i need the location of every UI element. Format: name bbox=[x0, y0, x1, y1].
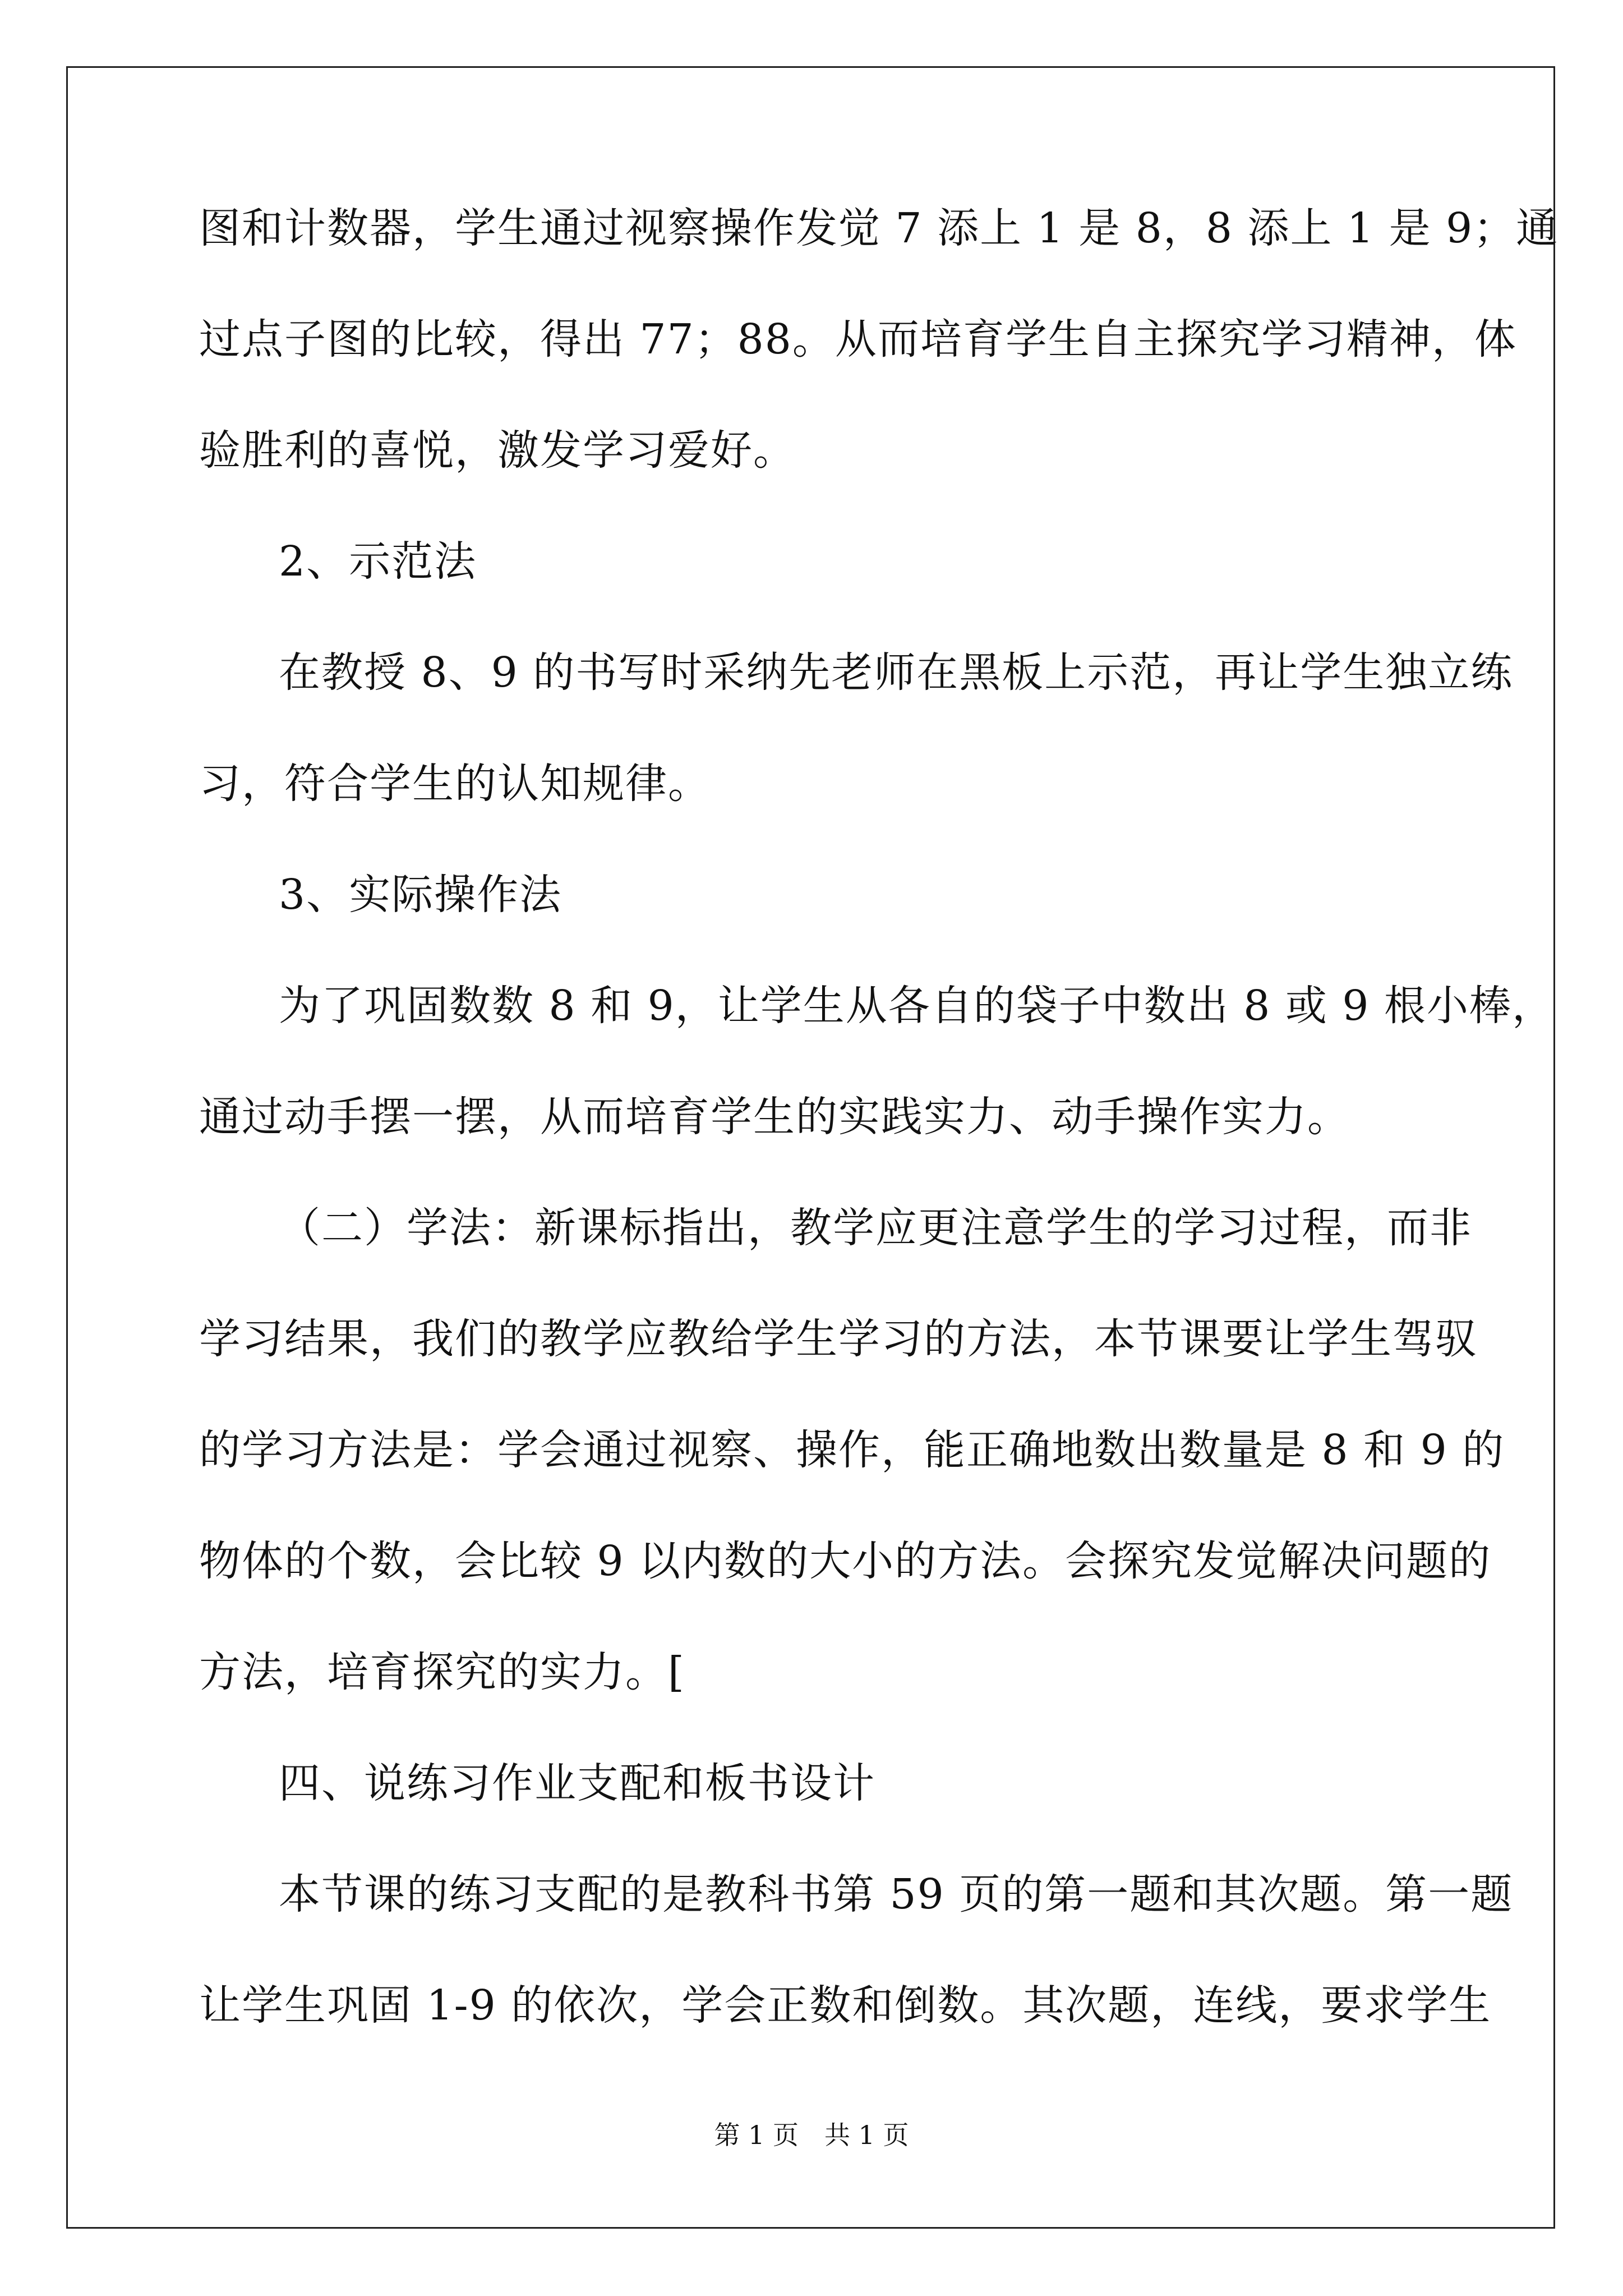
text-line: 过点子图的比较，得出 77；88。从而培育学生自主探究学习精神，体 bbox=[199, 315, 1517, 364]
text-line: 在教授 8、9 的书写时采纳先老师在黑板上示范，再让学生独立练 bbox=[279, 648, 1514, 697]
section-heading: 2、示范法 bbox=[279, 537, 477, 586]
section-heading: 3、实际操作法 bbox=[279, 871, 562, 919]
section-heading: 四、说练习作业支配和板书设计 bbox=[279, 1759, 875, 1807]
text-line: 让学生巩固 1-9 的依次，学会正数和倒数。其次题，连线，要求学生 bbox=[199, 1981, 1492, 2030]
text-line: 的学习方法是：学会通过视察、操作，能正确地数出数量是 8 和 9 的 bbox=[199, 1426, 1505, 1474]
text-line: 本节课的练习支配的是教科书第 59 页的第一题和其次题。第一题 bbox=[279, 1870, 1514, 1918]
text-line: 习，符合学生的认知规律。 bbox=[199, 760, 711, 808]
text-line: 物体的个数，会比较 9 以内数的大小的方法。会探究发觉解决问题的 bbox=[199, 1537, 1492, 1585]
text-line: 学习结果，我们的教学应教给学生学习的方法，本节课要让学生驾驭 bbox=[199, 1315, 1478, 1363]
text-line: 通过动手摆一摆，从而培育学生的实践实力、动手操作实力。 bbox=[199, 1093, 1350, 1141]
page-footer: 第 1 页 共 1 页 bbox=[714, 2120, 909, 2150]
text-line: （二）学法：新课标指出，教学应更注意学生的学习过程，而非 bbox=[279, 1204, 1472, 1252]
text-line: 验胜利的喜悦，激发学习爱好。 bbox=[199, 426, 796, 475]
text-line: 图和计数器，学生通过视察操作发觉 7 添上 1 是 8，8 添上 1 是 9；通 bbox=[199, 204, 1559, 252]
text-line: 为了巩固数数 8 和 9，让学生从各自的袋子中数出 8 或 9 根小棒， bbox=[279, 982, 1555, 1030]
text-line: 方法，培育探究的实力。[ bbox=[199, 1648, 685, 1696]
